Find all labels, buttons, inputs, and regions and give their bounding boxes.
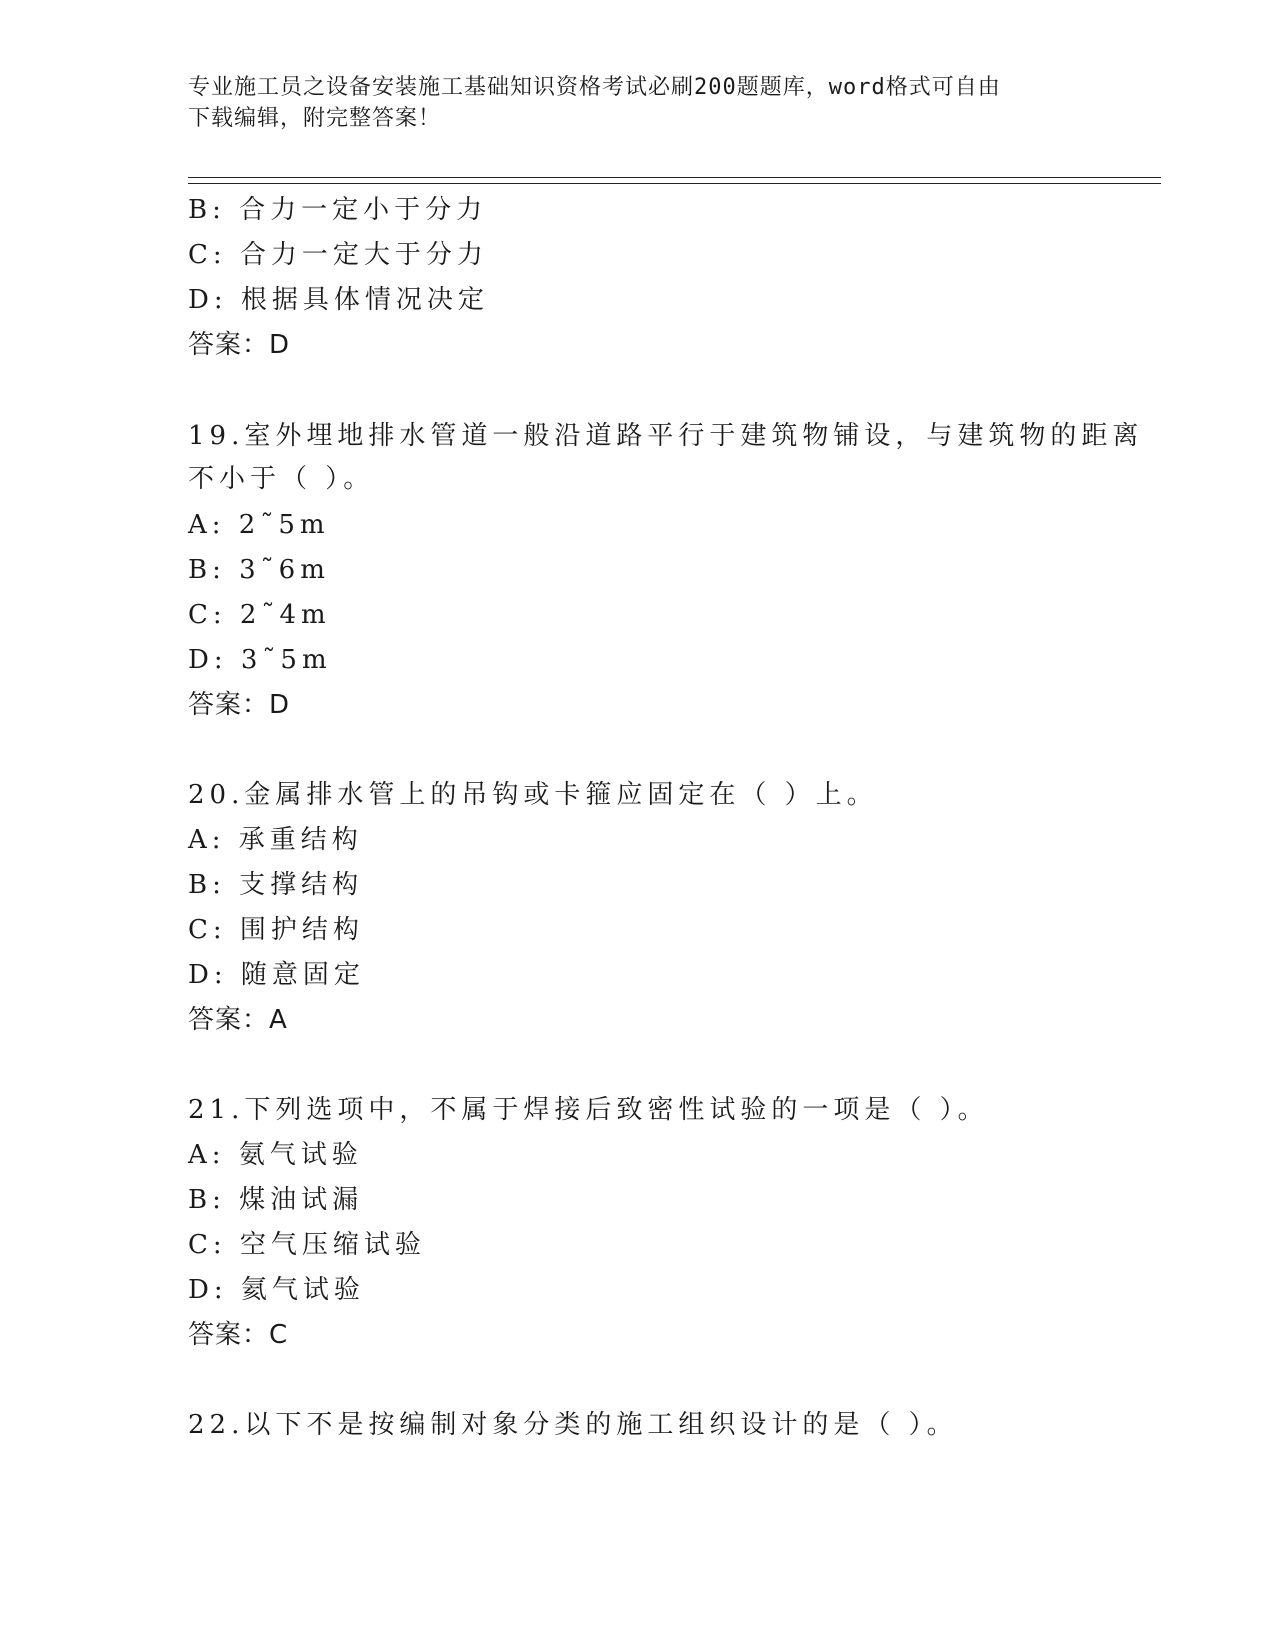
q19-option-c: C: 2˜4m: [188, 600, 331, 630]
q20-option-b: B: 支撑结构: [188, 870, 364, 900]
header-line-1: 专业施工员之设备安装施工基础知识资格考试必刷200题题库，word格式可自由: [188, 75, 1001, 100]
q21-option-b: B: 煤油试漏: [188, 1185, 364, 1215]
q20-answer: 答案：A: [188, 1005, 288, 1035]
q19-option-d: D: 3˜5m: [188, 645, 332, 675]
q21-answer: 答案：C: [188, 1320, 289, 1350]
q20-option-c: C: 围护结构: [188, 915, 364, 945]
q19-option-b: B: 3˜6m: [188, 555, 330, 585]
q18-option-c: C: 合力一定大于分力: [188, 240, 488, 270]
q21-stem: 21.下列选项中，不属于焊接后致密性试验的一项是（ ）。: [188, 1095, 989, 1125]
q21-option-a: A: 氨气试验: [188, 1140, 363, 1170]
header-divider-bottom: [188, 183, 1161, 184]
q19-stem-line-2: 不小于（ ）。: [188, 464, 375, 494]
q19-answer: 答案：D: [188, 690, 291, 720]
q19-stem-line-1: 19.室外埋地排水管道一般沿道路平行于建筑物铺设，与建筑物的距离: [188, 421, 1144, 451]
q18-option-d: D: 根据具体情况决定: [188, 285, 489, 315]
q20-stem: 20.金属排水管上的吊钩或卡箍应固定在（ ）上。: [188, 780, 878, 810]
q18-answer: 答案：D: [188, 330, 291, 360]
q20-option-d: D: 随意固定: [188, 960, 365, 990]
q19-option-a: A: 2˜5m: [188, 510, 330, 540]
q18-option-b: B: 合力一定小于分力: [188, 195, 488, 225]
header-divider-top: [188, 177, 1161, 178]
header-line-2: 下载编辑，附完整答案！: [188, 106, 442, 131]
q22-stem: 22.以下不是按编制对象分类的施工组织设计的是（ ）。: [188, 1410, 958, 1440]
q20-option-a: A: 承重结构: [188, 825, 363, 855]
page-header: [188, 72, 1088, 134]
q21-option-c: C: 空气压缩试验: [188, 1230, 426, 1260]
q21-option-d: D: 氦气试验: [188, 1275, 365, 1305]
